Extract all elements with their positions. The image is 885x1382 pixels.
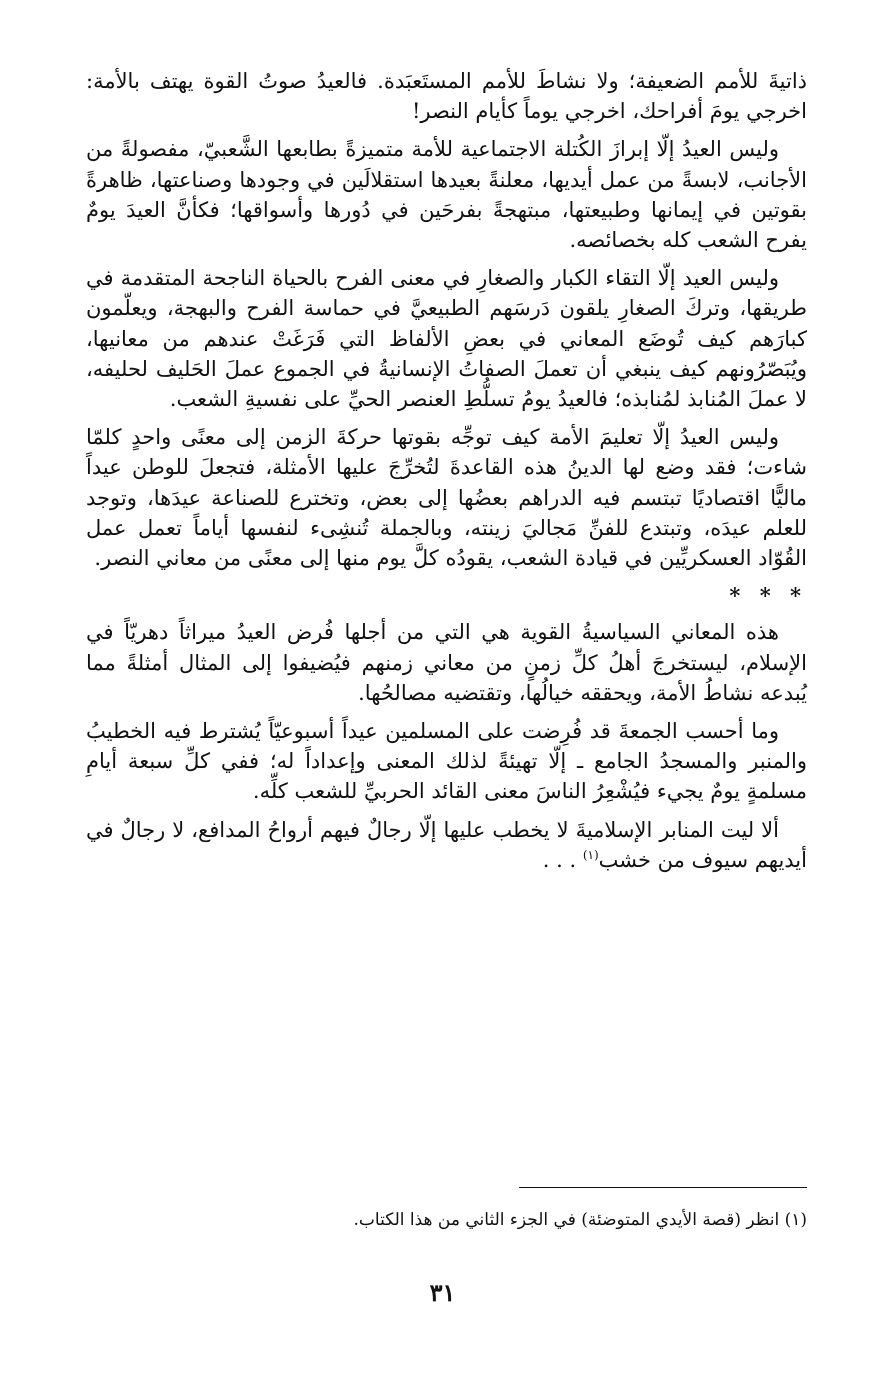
footnote-reference: (١) bbox=[582, 847, 599, 862]
paragraph: ذاتيةَ للأمم الضعيفة؛ ولا نشاطَ للأمم المستَعبَدة. فالعيدُ صوتُ القوة يهتف بالأمة: اخرجي يومَ أفراحك، اخرجي يوماً كأيام النصر! bbox=[86, 69, 807, 124]
paragraph-text: ألا ليت المنابر الإسلاميةَ لا يخطب عليها إلّا رجالٌ فيهم أرواحُ المدافع، لا رجالٌ في أيديهم سيوف من خشب bbox=[86, 817, 807, 872]
ellipsis: . . . bbox=[542, 847, 583, 872]
page-number: ٣١ bbox=[429, 1278, 456, 1307]
paragraph: وليس العيدُ إلّا تعليمَ الأمة كيف توجِّه بقوتها حركةَ الزمن إلى معنًى واحدٍ كلمّا شاءت؛ فقد وضع لها الدينُ هذه القاعدةَ لتُخرِّجَ عليها الأمثلة، فتجعلَ للوطن عيداً ماليًّا اقتصاديًا تبتسم فيه الدراهم بعضُها إلى بعض، وتخترع للصناعة عيدَها، وتوجد للعلم عيدَه، وتبتدع للفنِّ مَجاليَ زينته، وبالجملة تُنشِىء لنفسها أياماً تعمل عمل القُوّاد العسكريِّين في قيادة الشعب، يقودُه كلَّ يوم منها إلى معنًى من معاني النصر. bbox=[86, 425, 807, 571]
paragraph: وليس العيدُ إلّا إبرازَ الكُتلة الاجتماعية للأمة متميزةً بطابعها الشَّعبيّ، مفصولةً من الأجانب، لابسةً من عمل أيديها، معلنةً بعيدها استقلالَين في وجودها وصناعتها، ظاهرةً بقوتين في إيمانها وطبيعتها، مبتهجةً بفرحَين في دُورها وأسواقها؛ فكأنَّ العيدَ يومٌ يفرح الشعب كله بخصائصه. bbox=[86, 137, 807, 253]
section-separator: * * * bbox=[729, 583, 807, 609]
paragraph-last bbox=[86, 815, 807, 875]
paragraph: هذه المعاني السياسيةُ القوية هي التي من أجلها فُرض العيدُ ميراثاً دهريّاً في الإسلام، ليستخرجَ أهلُ كلِّ زمنٍ من معاني زمنهم فيُضيفوا إلى المثال أمثلةً مما يُبدعه نشاطُ الأمة، ويحققه خيالُها، وتقتضيه مصالحُها. bbox=[86, 620, 807, 705]
footnote: (١) انظر (قصة الأيدي المتوضئة) في الجزء الثاني من هذا الكتاب. bbox=[353, 1210, 807, 1230]
footnote-divider bbox=[519, 1187, 807, 1188]
paragraph: وليس العيد إلّا التقاء الكبار والصغارِ في معنى الفرح بالحياة الناجحة المتقدمة في طريقها، وتركَ الصغارِ يلقون دَرسَهم الطبيعيَّ في حماسة الفرح والبهجة، ويعلّمون كبارَهم كيف تُوضَع المعاني في بعضِ الألفاظ التي فَرَغَتْ عندهم من معانيها، ويُبَصّرُونهم كيف ينبغي أن تعملَ الصفاتُ الإنسانيةُ في الجموع عملَ الحَليف لحليفه، لا عملَ المُنابذ لمُنابذه؛ فالعيدُ يومُ تسلُّطِ العنصر الحيِّ على نفسيةِ الشعب. bbox=[86, 266, 807, 412]
paragraph: وما أحسب الجمعةَ قد فُرِضت على المسلمين عيداً أسبوعيّاً يُشترط فيه الخطيبُ والمنبر والمسجدُ الجامع ـ إلّا تهيئةً لذلك المعنى وإعداداً له؛ ففي كلِّ سبعة أيامِ مسلمةٍ يومٌ يجيء فيُشْعِرُ الناسَ معنى القائد الحربيِّ للشعب كلِّه. bbox=[86, 719, 807, 804]
body-text bbox=[86, 66, 807, 883]
